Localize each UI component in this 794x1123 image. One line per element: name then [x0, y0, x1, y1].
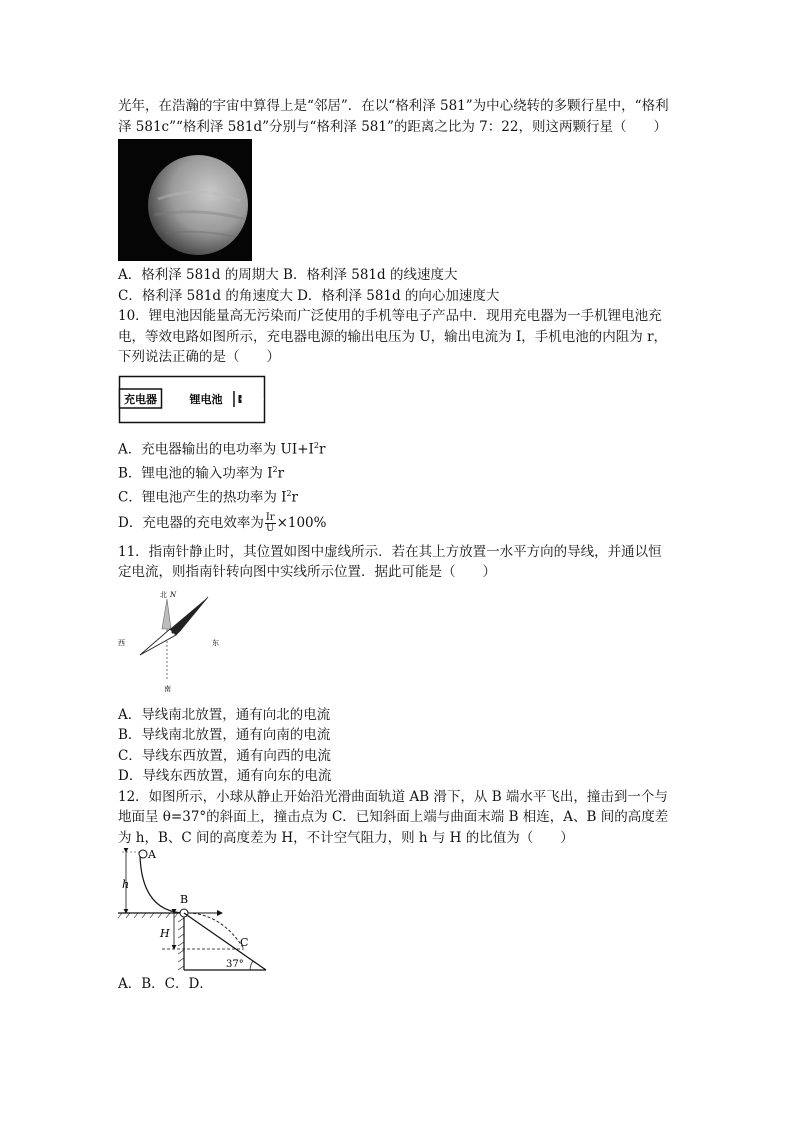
- q12-text-line3: 为 h，B、C 间的高度差为 H，不计空气阻力，则 h 与 H 的比值为（ ）: [118, 829, 574, 846]
- q9-text-line1: 光年，在浩瀚的宇宙中算得上是“邻居”．在以“格利泽 581”为中心绕转的多颗行星中，“格利: [118, 98, 669, 114]
- compass-needle-north: [170, 597, 208, 635]
- dashed-needle-north: [162, 599, 171, 629]
- q10-text-line3: 下列说法正确的是（ ）: [118, 349, 280, 365]
- point-b-label: B: [180, 893, 189, 906]
- q9-options-ab: A．格利泽 581d 的周期大 B．格利泽 581d 的线速度大: [118, 267, 458, 283]
- q11-option-a: A．导线南北放置，通有向北的电流: [118, 706, 331, 723]
- q11-text-line2: 定电流，则指南针转向图中实线所示位置．据此可能是（ ）: [118, 564, 496, 580]
- q11-option-d: D．导线东西放置，通有向东的电流: [118, 768, 332, 784]
- efficiency-fraction: $\frac{Ir}{U}$: [265, 511, 275, 534]
- planet-image: [118, 139, 252, 261]
- h-label: h: [122, 878, 130, 891]
- q10-text-line1: 10．锂电池因能量高无污染而广泛使用的手机等电子产品中．现用充电器为一手机锂电池充: [118, 308, 662, 324]
- q12-text-line1: 12．如图所示，小球从静止开始沿光滑曲面轨道 AB 滑下，从 B 端水平飞出，撞击到一个与: [118, 788, 668, 805]
- incline-surface: [184, 913, 266, 970]
- circuit-diagram: [118, 372, 268, 428]
- compass-diagram: [118, 585, 218, 697]
- compass-north-label: 北: [160, 590, 167, 599]
- compass-needle-south: [140, 629, 176, 655]
- compass-west-label: 西: [118, 638, 125, 647]
- q12-text-line2: 地面呈 θ=37°的斜面上，撞击点为 C．已知斜面上端与曲面末端 B 相连，A、B 间的高度差: [118, 809, 669, 825]
- q10-option-a: A．充电器输出的电功率为 $UI+I^2r$: [118, 440, 326, 457]
- q10-option-c: C．锂电池产生的热功率为 $I^2r$: [118, 488, 299, 505]
- q11-text-line1: 11．指南针静止时，其位置如图中虚线所示．若在其上方放置一水平方向的导线，并通以恒: [118, 543, 662, 560]
- q9-options-cd: C．格利泽 581d 的角速度大 D．格利泽 581d 的向心加速度大: [118, 287, 500, 304]
- ground-hatching: [118, 913, 178, 918]
- q11-option-c: C．导线东西放置，通有向西的电流: [118, 747, 331, 764]
- document-page: [118, 96, 678, 995]
- q12-options: A．B．C．D．: [118, 976, 213, 992]
- wall-hatching: [178, 918, 184, 970]
- q10-text-line2: 电，等效电路如图所示，充电器电源的输出电压为 U，输出电流为 I，手机电池的内阻为 r，: [118, 328, 668, 345]
- charger-label: 充电器: [124, 392, 157, 406]
- q10-option-b: B．锂电池的输入功率为 $I^2r$: [118, 464, 285, 481]
- curved-track: [140, 856, 182, 913]
- angle-label: 37°: [226, 959, 244, 970]
- q9-text-line2: 泽 581c”“格利泽 581d”分别与“格利泽 581”的距离之比为 7：22，则这两颗行星（ ）: [118, 118, 667, 135]
- compass-east-label: 东: [212, 638, 219, 647]
- point-a-label: A: [148, 848, 156, 861]
- q10-option-d: D．充电器的充电效率为 $\frac{Ir}{U}$ ×100%: [118, 511, 327, 534]
- point-c-label: C: [240, 936, 249, 949]
- H-label: H: [160, 927, 170, 940]
- battery-label: 锂电池: [189, 392, 223, 406]
- slope-diagram: [118, 848, 278, 974]
- compass-south-label: 南: [164, 684, 171, 693]
- q11-option-b: B．导线南北放置，通有向南的电流: [118, 727, 331, 743]
- compass-n-label: N: [170, 590, 177, 599]
- trajectory-path: [188, 913, 244, 949]
